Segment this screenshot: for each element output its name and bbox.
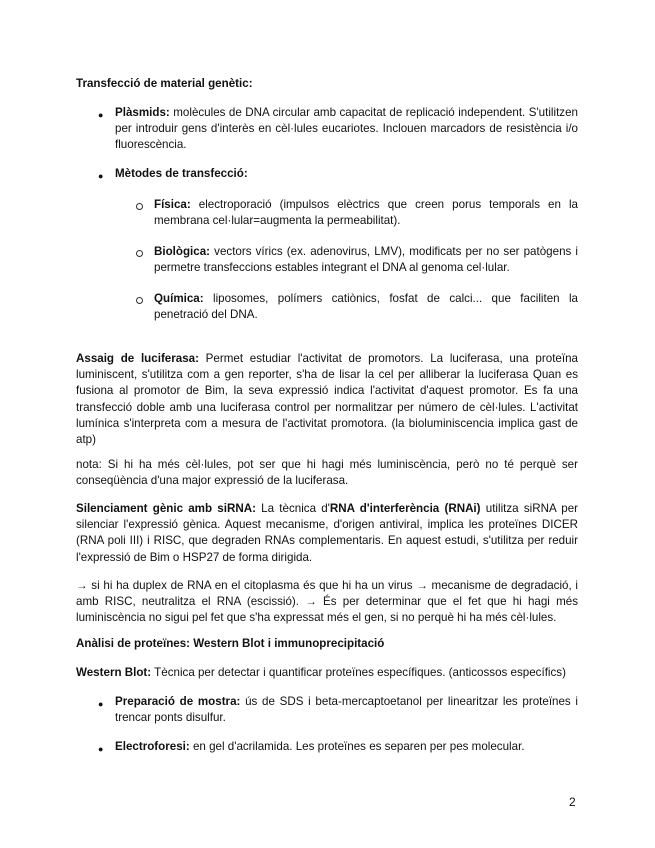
metode-quimica — [154, 291, 578, 323]
heading-proteines: Anàlisi de proteïnes: Western Blot i immunoprecipitació — [76, 637, 385, 650]
plasmids-label: Plàsmids: — [115, 106, 170, 119]
silenciament-paragraph — [76, 501, 578, 566]
preparacio-text: ús de SDS i beta-mercaptoetanol per linearitzar les proteïnes i trencar ponts disulfur. — [115, 695, 579, 725]
bullet-dot: ● — [98, 744, 104, 754]
metode-fisica — [154, 197, 578, 229]
western-label: Western Blot: — [76, 666, 152, 679]
plasmids-text: molècules de DNA circular amb capacitat de replicació independent. S'utilitzen per introduir gens d'interès en cèl·lules eucariotes. Inclouen marcadors de resistència i/o fluorescència. — [115, 106, 578, 152]
metode-quimica-label: Química: — [154, 292, 204, 305]
bullet-dot: ● — [98, 699, 104, 709]
circle-bullet-icon — [136, 203, 143, 210]
arrow-paragraph: → si hi ha duplex de RNA en el citoplasma és que hi ha un virus → mecanisme de degradació, i amb RISC, neutralitza el RNA (escissió). → És per determinar que el fet que hi hagi més luminiscència no sigui pel fet que s'ha expressat més el gen, si no perquè hi ha més cèl·lules. — [76, 579, 578, 625]
bullet-dot: ● — [98, 171, 104, 181]
silenciament-text-1: La tècnica d' — [255, 502, 330, 515]
western-item-preparacio — [115, 694, 578, 726]
page-number: 2 — [569, 795, 576, 809]
silenciament-text-2: utilitza siRNA per silenciar l'expressió gènica. Aquest mecanisme, d'origen antiviral, implica les proteïnes DICER (RNA poli III) i RISC, que degraden RNAs complementaris. En aquest estudi, s'utilitza per reduir l'expressió de Bim o HSP27 de forma dirigida. — [76, 502, 579, 564]
electroforesi-text: en gel d'acrilamida. Les proteïnes es separen per pes molecular. — [189, 740, 525, 753]
metode-biologica — [154, 244, 578, 276]
silenciament-label: Silenciament gènic amb siRNA: — [76, 502, 256, 515]
luciferasa-paragraph — [76, 351, 578, 448]
metode-quimica-text: liposomes, polímers catiònics, fosfat de calci... que faciliten la penetració del DNA. — [154, 292, 578, 322]
plasmids-paragraph — [115, 105, 578, 154]
silenciament-bold: RNA d'interferència (RNAi) — [329, 502, 481, 515]
metode-fisica-text: electroporació (impulsos elèctrics que creen porus temporals en la membrana cel·lular=augmenta la permeabilitat). — [154, 198, 578, 228]
western-item-electroforesi — [115, 739, 578, 755]
luciferasa-text: Permet estudiar l'activitat de promotors. La luciferasa, una proteïna luminiscent, s'utilitza com a gen reporter, s'ha de lisar la cel per alliberar la luciferasa Quan es fusiona al promotor de Bim, la seva expressió indica l'activitat d'aquest promotor. Es fa una transfecció doble amb una luciferasa control per normalitzar per número de cèl·lules. L'activitat lumínica s'interpreta com a mesura de l'activitat promotora. (la bioluminiscencia implica gast de atp) — [76, 352, 578, 447]
metode-biologica-label: Biològica: — [154, 245, 211, 258]
preparacio-label: Preparació de mostra: — [115, 695, 241, 708]
heading-transfeccio: Transfecció de material genètic: — [76, 77, 253, 90]
electroforesi-label: Electroforesi: — [115, 740, 190, 753]
metodes-label: Mètodes de transfecció: — [115, 167, 248, 180]
western-paragraph — [76, 665, 578, 681]
nota-paragraph: nota: Si hi ha més cèl·lules, pot ser que hi hagi més luminiscència, però no té perquè ser conseqüència d'una major expressió de la luciferasa. — [76, 458, 578, 488]
circle-bullet-icon — [136, 250, 143, 257]
bullet-dot: ● — [98, 110, 104, 120]
western-text: Tècnica per detectar i quantificar proteïnes específiques. (anticossos específics) — [151, 666, 566, 679]
circle-bullet-icon — [136, 297, 143, 304]
luciferasa-label: Assaig de luciferasa: — [76, 352, 199, 365]
metode-biologica-text: vectors vírics (ex. adenovirus, LMV), modificats per no ser patògens i permetre transfeccions estables integrant el DNA al genoma cel·lular. — [154, 245, 578, 275]
metode-fisica-label: Física: — [154, 198, 191, 211]
